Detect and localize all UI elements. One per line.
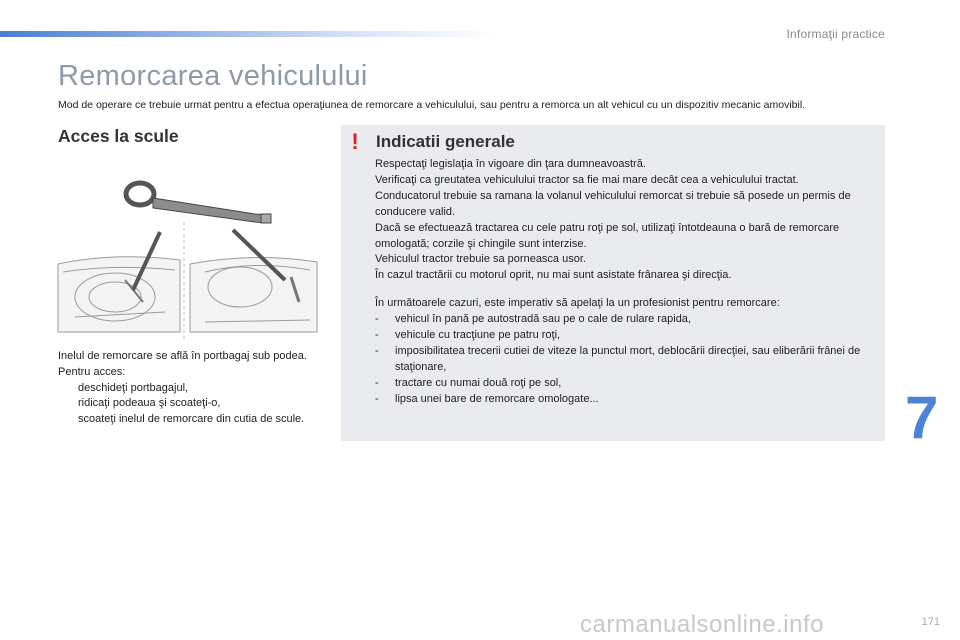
instruction-line: Verificaţi ca greutatea vehiculului tractor sa fie mai mare decât cea a vehiculului tractat.	[375, 173, 799, 186]
instruction-line: Respectaţi legislaţia în vigoare din ţara dumneavoastră.	[375, 158, 646, 170]
instruction-line: Vehiculul tractor trebuie sa porneasca usor.	[375, 253, 586, 266]
access-step: scoateţi inelul de remorcare din cutia de scule.	[78, 413, 305, 426]
towing-eye-tool	[126, 183, 271, 223]
case-item: - lipsa unei bare de remorcare omologate...	[375, 392, 599, 405]
page-number: 171	[921, 616, 940, 628]
towing-eye-illustration	[55, 172, 320, 340]
watermark: carmanualsonline.info	[580, 611, 824, 638]
section-label: Informaţii practice	[786, 27, 885, 41]
instruction-line: Conducatorul trebuie sa ramana la volanul vehiculului remorcat si trebuie să posede un permis de conducere valid.	[375, 189, 851, 218]
instruction-line: Dacă se efectuează tractarea cu cele patru roţi pe sol, utilizaţi întotdeauna o bară de remorcare omologată; corzile şi chingile sunt interzise.	[375, 221, 840, 250]
case-item: - vehicul în pană pe autostradă sau pe o cale de rulare rapida,	[375, 313, 691, 326]
tools-access-heading: Acces la scule	[58, 126, 179, 146]
case-item: - vehicule cu tracţiune pe patru roţi,	[375, 329, 561, 342]
instruction-line: În cazul tractării cu motorul oprit, nu mai sunt asistate frânarea şi direcţia.	[375, 269, 732, 282]
chapter-number: 7	[905, 384, 939, 451]
warning-icon: !	[351, 129, 359, 154]
access-paragraph: Pentru acces:	[58, 365, 126, 378]
case-item: - imposibilitatea trecerii cutiei de viteze la punctul mort, deblocării direcţiei, sau eliberării frânei de staţionare,	[375, 344, 861, 373]
page-title: Remorcarea vehiculului	[58, 60, 368, 92]
general-instructions-heading: Indicatii generale	[376, 132, 515, 151]
access-step: ridicaţi podeaua şi scoateţi-o,	[78, 397, 221, 410]
general-instructions-text	[375, 157, 875, 408]
location-paragraph: Inelul de remorcare se află în portbagaj sub podea.	[58, 350, 307, 362]
toolbox-drawing	[190, 257, 317, 332]
intro-text: Mod de operare ce trebuie urmat pentru a efectua operaţiunea de remorcare a vehiculului, sau pentru a remorca un alt vehicul cu un dispozitiv mecanic amovibil.	[58, 99, 806, 111]
trunk-floor-drawing	[58, 257, 180, 332]
cases-intro: În următoarele cazuri, este imperativ să apelaţi la un profesionist pentru remorcare:	[375, 297, 780, 310]
tools-access-text	[58, 349, 308, 428]
header-accent-bar	[0, 31, 500, 37]
access-step: deschideţi portbagajul,	[78, 381, 189, 394]
case-item: - tractare cu numai două roţi pe sol,	[375, 376, 562, 389]
